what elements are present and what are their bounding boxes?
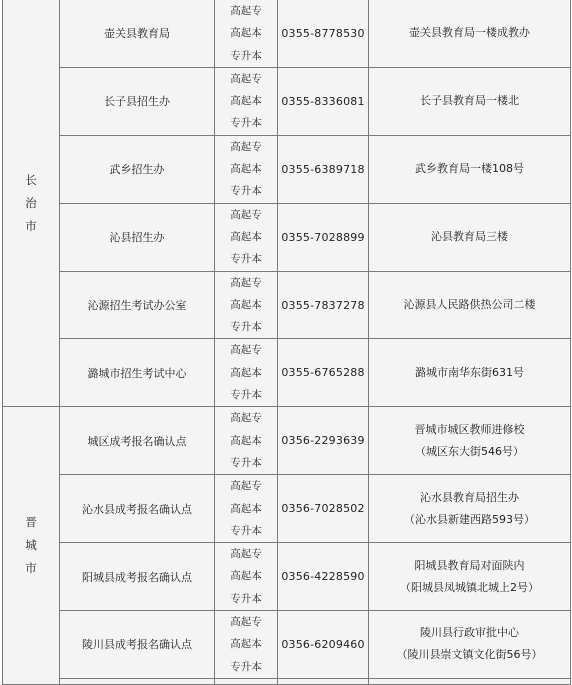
level-label: 专升本 (230, 253, 262, 266)
table-row (3, 339, 571, 407)
phone-number: 0356-4228590 (278, 543, 369, 611)
level-label: 专升本 (230, 660, 262, 673)
office-name: 阳城县成考报名确认点 (60, 543, 215, 611)
level-label: 高起本 (230, 95, 262, 108)
office-name: 壶关县教育局 (60, 0, 215, 67)
phone-number: 0355-6765288 (278, 339, 369, 407)
level-label: 高起本 (230, 434, 262, 447)
level-label: 高起专 (230, 480, 262, 493)
level-label: 高起本 (230, 230, 262, 243)
level-label: 高起专 (230, 412, 262, 425)
level-label: 高起专 (230, 548, 262, 561)
level-label: 专升本 (230, 456, 262, 469)
phone-number: 0355-7837278 (278, 271, 369, 339)
city-cell-changzhi (3, 0, 60, 407)
level-label: 专升本 (230, 185, 262, 198)
address-cell (369, 135, 571, 203)
level-label: 高起本 (230, 163, 262, 176)
level-label: 高起本 (230, 27, 262, 40)
level-label: 高起本 (230, 366, 262, 379)
address-cell (369, 67, 571, 135)
address-line: （陵川县崇文镇文化街56号） (396, 648, 543, 662)
levels-cell (215, 475, 278, 543)
levels-cell (215, 67, 278, 135)
phone-number: 0356-7028502 (278, 475, 369, 543)
table-row (3, 135, 571, 203)
address-line: 晋城市城区教师进修校 (414, 422, 525, 436)
address-line: 沁水县教育局招生办 (420, 490, 519, 504)
levels-cell (215, 611, 278, 679)
city-char: 晋 (25, 515, 37, 530)
level-label: 专升本 (230, 389, 262, 402)
office-name: 陵川县成考报名确认点 (60, 611, 215, 679)
empty-cell (60, 678, 215, 684)
city-cell-jincheng (3, 407, 60, 685)
address-cell (369, 475, 571, 543)
empty-cell (215, 678, 278, 684)
levels-cell (215, 543, 278, 611)
table-row (3, 407, 571, 475)
address-line: 沁源县人民路供热公司二楼 (403, 298, 536, 311)
level-label: 专升本 (230, 592, 262, 605)
table-row (3, 475, 571, 543)
phone-number: 0356-6209460 (278, 611, 369, 679)
table-row (3, 611, 571, 679)
level-label: 高起专 (230, 5, 262, 17)
level-label: 高起专 (230, 276, 262, 289)
enrollment-contact-table (2, 0, 571, 685)
levels-cell (215, 203, 278, 271)
empty-cell (369, 678, 571, 684)
table-row (3, 0, 571, 67)
address-cell (369, 611, 571, 679)
level-label: 高起专 (230, 208, 262, 221)
phone-number: 0355-7028899 (278, 203, 369, 271)
levels-cell (215, 0, 278, 67)
office-name: 沁源招生考试办公室 (60, 271, 215, 339)
address-cell (369, 543, 571, 611)
empty-cell (278, 678, 369, 684)
levels-cell (215, 271, 278, 339)
level-label: 专升本 (230, 524, 262, 537)
phone-number: 0355-6389718 (278, 135, 369, 203)
level-label: 高起本 (230, 638, 262, 651)
table-row (3, 543, 571, 611)
address-line: （阳城县凤城镇北城上2号） (400, 580, 539, 594)
level-label: 专升本 (230, 117, 262, 130)
level-label: 高起专 (230, 616, 262, 629)
office-name: 沁水县成考报名确认点 (60, 475, 215, 543)
office-name: 长子县招生办 (60, 67, 215, 135)
address-cell (369, 339, 571, 407)
level-label: 高起本 (230, 298, 262, 311)
level-label: 专升本 (230, 49, 262, 62)
address-cell (369, 203, 571, 271)
address-line: 武乡教育局一楼108号 (415, 162, 524, 176)
address-line: （沁水县新建西路593号） (404, 512, 535, 526)
city-char: 治 (25, 195, 37, 210)
office-name: 武乡招生办 (60, 135, 215, 203)
address-line: 长子县教育局一楼北 (420, 94, 519, 108)
address-line: 陵川县行政审批中心 (420, 626, 519, 640)
levels-cell (215, 135, 278, 203)
table-row-partial (3, 678, 571, 684)
table-row (3, 67, 571, 135)
office-name: 城区成考报名确认点 (60, 407, 215, 475)
level-label: 高起本 (230, 570, 262, 583)
address-cell (369, 0, 571, 67)
phone-number: 0355-8778530 (278, 0, 369, 67)
address-line: 潞城市南华东街631号 (415, 365, 524, 379)
phone-number: 0355-8336081 (278, 67, 369, 135)
levels-cell (215, 339, 278, 407)
address-line: （城区东大街546号） (415, 444, 524, 458)
table-row (3, 271, 571, 339)
office-name: 沁县招生办 (60, 203, 215, 271)
phone-number: 0356-2293639 (278, 407, 369, 475)
office-name: 潞城市招生考试中心 (60, 339, 215, 407)
levels-cell (215, 407, 278, 475)
table-row (3, 203, 571, 271)
address-line: 沁县教育局三楼 (431, 230, 508, 244)
level-label: 专升本 (230, 321, 262, 334)
level-label: 高起本 (230, 502, 262, 515)
city-char: 市 (25, 561, 37, 576)
address-line: 壶关县教育局一楼成教办 (409, 26, 530, 40)
address-line: 阳城县教育局对面陕内 (414, 558, 525, 572)
city-char: 长 (25, 172, 37, 187)
level-label: 高起专 (230, 344, 262, 357)
city-char: 城 (25, 538, 37, 553)
level-label: 高起专 (230, 72, 262, 85)
city-char: 市 (25, 218, 37, 233)
address-cell (369, 271, 571, 339)
level-label: 高起专 (230, 140, 262, 153)
address-cell (369, 407, 571, 475)
